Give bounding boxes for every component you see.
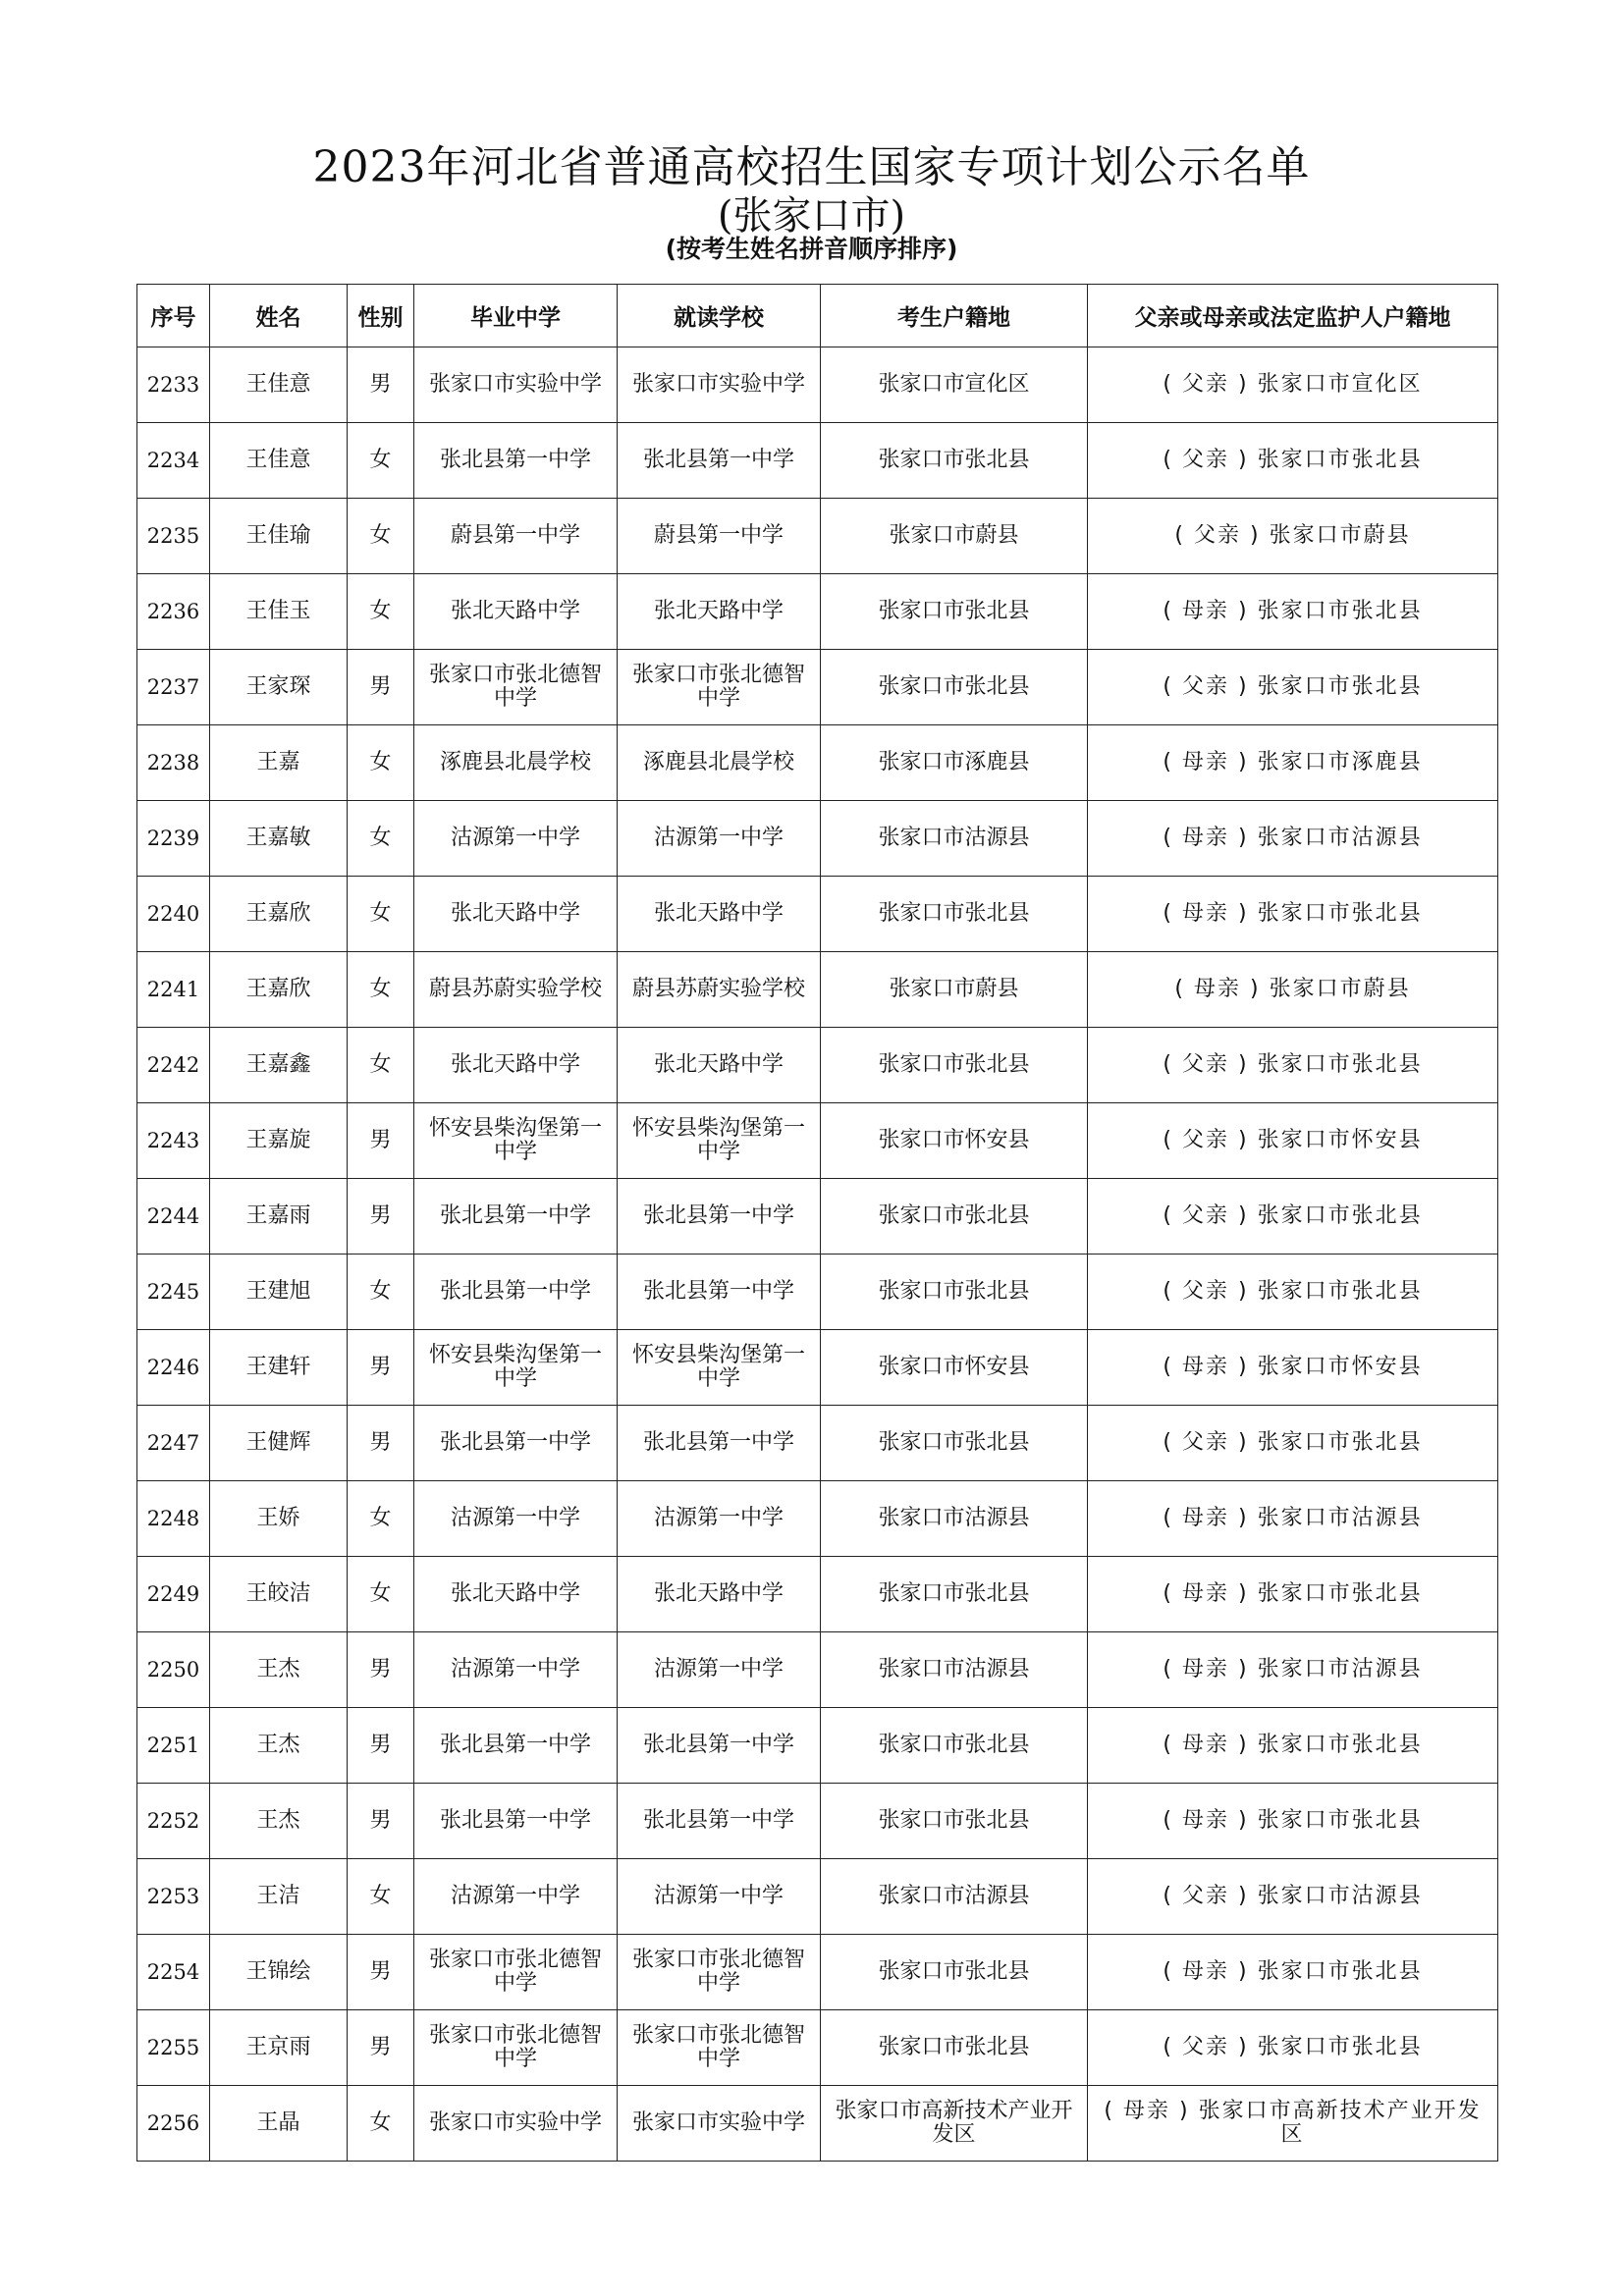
cell-guardian-hukou: ( 母亲 ) 张家口市怀安县 — [1088, 1330, 1498, 1406]
cell-name: 王嘉 — [210, 725, 348, 801]
cell-hukou: 张家口市张北县 — [821, 574, 1088, 650]
cell-name: 王京雨 — [210, 2010, 348, 2086]
cell-current-school: 张北县第一中学 — [618, 1784, 821, 1859]
cell-gender: 女 — [348, 725, 414, 801]
cell-name: 王佳玉 — [210, 574, 348, 650]
cell-seq: 2247 — [137, 1406, 210, 1481]
cell-current-school: 张家口市实验中学 — [618, 347, 821, 423]
cell-name: 王建轩 — [210, 1330, 348, 1406]
table-row — [137, 2086, 1498, 2162]
cell-name: 王嘉敏 — [210, 801, 348, 877]
cell-grad-school: 怀安县柴沟堡第一中学 — [414, 1103, 618, 1179]
col-header-current-school: 就读学校 — [618, 285, 821, 347]
cell-current-school: 张家口市张北德智中学 — [618, 650, 821, 725]
table-row — [137, 725, 1498, 801]
table-row — [137, 1708, 1498, 1784]
col-header-guardian-hukou: 父亲或母亲或法定监护人户籍地 — [1088, 285, 1498, 347]
cell-gender: 女 — [348, 499, 414, 574]
table-row — [137, 1481, 1498, 1557]
cell-hukou: 张家口市张北县 — [821, 1406, 1088, 1481]
cell-name: 王嘉雨 — [210, 1179, 348, 1255]
cell-grad-school: 沽源第一中学 — [414, 1481, 618, 1557]
cell-gender: 男 — [348, 1935, 414, 2010]
cell-grad-school: 张北县第一中学 — [414, 1784, 618, 1859]
cell-guardian-hukou: ( 父亲 ) 张家口市张北县 — [1088, 2010, 1498, 2086]
cell-gender: 女 — [348, 423, 414, 499]
cell-hukou: 张家口市怀安县 — [821, 1330, 1088, 1406]
cell-guardian-hukou: ( 母亲 ) 张家口市涿鹿县 — [1088, 725, 1498, 801]
cell-seq: 2244 — [137, 1179, 210, 1255]
cell-guardian-hukou: ( 母亲 ) 张家口市张北县 — [1088, 877, 1498, 952]
table-row — [137, 1557, 1498, 1632]
cell-current-school: 张北天路中学 — [618, 1557, 821, 1632]
col-header-seq: 序号 — [137, 285, 210, 347]
cell-grad-school: 沽源第一中学 — [414, 1632, 618, 1708]
cell-seq: 2239 — [137, 801, 210, 877]
cell-hukou: 张家口市怀安县 — [821, 1103, 1088, 1179]
cell-guardian-hukou: ( 母亲 ) 张家口市沽源县 — [1088, 1632, 1498, 1708]
table-row — [137, 1179, 1498, 1255]
cell-gender: 男 — [348, 1632, 414, 1708]
cell-seq: 2243 — [137, 1103, 210, 1179]
cell-hukou: 张家口市沽源县 — [821, 801, 1088, 877]
cell-hukou: 张家口市沽源县 — [821, 1481, 1088, 1557]
cell-hukou: 张家口市高新技术产业开发区 — [821, 2086, 1088, 2162]
cell-gender: 女 — [348, 1557, 414, 1632]
cell-gender: 男 — [348, 347, 414, 423]
cell-current-school: 张家口市实验中学 — [618, 2086, 821, 2162]
table-row — [137, 952, 1498, 1028]
cell-current-school: 怀安县柴沟堡第一中学 — [618, 1330, 821, 1406]
cell-grad-school: 张家口市张北德智中学 — [414, 2010, 618, 2086]
table-row — [137, 499, 1498, 574]
cell-name: 王锦绘 — [210, 1935, 348, 2010]
cell-grad-school: 张北天路中学 — [414, 877, 618, 952]
cell-hukou: 张家口市蔚县 — [821, 952, 1088, 1028]
cell-gender: 女 — [348, 2086, 414, 2162]
cell-seq: 2238 — [137, 725, 210, 801]
cell-grad-school: 张北县第一中学 — [414, 423, 618, 499]
cell-name: 王皎洁 — [210, 1557, 348, 1632]
cell-name: 王健辉 — [210, 1406, 348, 1481]
cell-current-school: 沽源第一中学 — [618, 801, 821, 877]
cell-guardian-hukou: ( 母亲 ) 张家口市张北县 — [1088, 1557, 1498, 1632]
cell-current-school: 张北县第一中学 — [618, 1255, 821, 1330]
cell-grad-school: 张北县第一中学 — [414, 1179, 618, 1255]
cell-name: 王佳意 — [210, 347, 348, 423]
cell-seq: 2252 — [137, 1784, 210, 1859]
cell-hukou: 张家口市张北县 — [821, 1557, 1088, 1632]
cell-current-school: 怀安县柴沟堡第一中学 — [618, 1103, 821, 1179]
cell-guardian-hukou: ( 父亲 ) 张家口市宣化区 — [1088, 347, 1498, 423]
cell-grad-school: 沽源第一中学 — [414, 1859, 618, 1935]
cell-current-school: 涿鹿县北晨学校 — [618, 725, 821, 801]
cell-guardian-hukou: ( 父亲 ) 张家口市蔚县 — [1088, 499, 1498, 574]
cell-current-school: 张北县第一中学 — [618, 1179, 821, 1255]
table-row — [137, 1255, 1498, 1330]
cell-grad-school: 蔚县第一中学 — [414, 499, 618, 574]
cell-hukou: 张家口市宣化区 — [821, 347, 1088, 423]
cell-gender: 女 — [348, 877, 414, 952]
cell-seq: 2236 — [137, 574, 210, 650]
cell-gender: 男 — [348, 1103, 414, 1179]
cell-guardian-hukou: ( 父亲 ) 张家口市张北县 — [1088, 1255, 1498, 1330]
cell-guardian-hukou: ( 母亲 ) 张家口市沽源县 — [1088, 1481, 1498, 1557]
cell-seq: 2241 — [137, 952, 210, 1028]
cell-seq: 2245 — [137, 1255, 210, 1330]
cell-hukou: 张家口市涿鹿县 — [821, 725, 1088, 801]
cell-name: 王晶 — [210, 2086, 348, 2162]
table-row — [137, 1103, 1498, 1179]
cell-hukou: 张家口市张北县 — [821, 1784, 1088, 1859]
cell-current-school: 张北天路中学 — [618, 1028, 821, 1103]
table-row — [137, 1028, 1498, 1103]
cell-name: 王佳意 — [210, 423, 348, 499]
cell-hukou: 张家口市张北县 — [821, 1028, 1088, 1103]
cell-grad-school: 张北天路中学 — [414, 1028, 618, 1103]
cell-gender: 女 — [348, 1028, 414, 1103]
page-title: 2023年河北省普通高校招生国家专项计划公示名单 — [312, 142, 1311, 192]
cell-guardian-hukou: ( 母亲 ) 张家口市张北县 — [1088, 1935, 1498, 2010]
cell-gender: 男 — [348, 650, 414, 725]
cell-guardian-hukou: ( 母亲 ) 张家口市张北县 — [1088, 574, 1498, 650]
cell-guardian-hukou: ( 母亲 ) 张家口市沽源县 — [1088, 801, 1498, 877]
cell-gender: 男 — [348, 1330, 414, 1406]
cell-guardian-hukou: ( 父亲 ) 张家口市怀安县 — [1088, 1103, 1498, 1179]
cell-hukou: 张家口市张北县 — [821, 1935, 1088, 2010]
cell-hukou: 张家口市张北县 — [821, 1708, 1088, 1784]
cell-gender: 男 — [348, 1784, 414, 1859]
cell-current-school: 张北县第一中学 — [618, 1406, 821, 1481]
col-header-grad-school: 毕业中学 — [414, 285, 618, 347]
col-header-name: 姓名 — [210, 285, 348, 347]
table-row — [137, 2010, 1498, 2086]
cell-name: 王娇 — [210, 1481, 348, 1557]
cell-gender: 女 — [348, 801, 414, 877]
table-row — [137, 574, 1498, 650]
cell-current-school: 沽源第一中学 — [618, 1632, 821, 1708]
cell-current-school: 张北天路中学 — [618, 877, 821, 952]
cell-seq: 2251 — [137, 1708, 210, 1784]
cell-name: 王嘉旋 — [210, 1103, 348, 1179]
table-row — [137, 1935, 1498, 2010]
cell-grad-school: 张北县第一中学 — [414, 1406, 618, 1481]
cell-grad-school: 张家口市实验中学 — [414, 347, 618, 423]
cell-grad-school: 张北天路中学 — [414, 1557, 618, 1632]
cell-grad-school: 张北县第一中学 — [414, 1255, 618, 1330]
cell-gender: 女 — [348, 1255, 414, 1330]
cell-hukou: 张家口市张北县 — [821, 423, 1088, 499]
cell-grad-school: 张家口市实验中学 — [414, 2086, 618, 2162]
cell-name: 王杰 — [210, 1784, 348, 1859]
cell-gender: 女 — [348, 574, 414, 650]
table-row — [137, 347, 1498, 423]
cell-guardian-hukou: ( 父亲 ) 张家口市张北县 — [1088, 423, 1498, 499]
cell-grad-school: 张北县第一中学 — [414, 1708, 618, 1784]
cell-grad-school: 沽源第一中学 — [414, 801, 618, 877]
cell-seq: 2248 — [137, 1481, 210, 1557]
cell-current-school: 沽源第一中学 — [618, 1859, 821, 1935]
col-header-gender: 性别 — [348, 285, 414, 347]
cell-gender: 男 — [348, 1708, 414, 1784]
cell-name: 王佳瑜 — [210, 499, 348, 574]
cell-name: 王杰 — [210, 1708, 348, 1784]
cell-seq: 2250 — [137, 1632, 210, 1708]
cell-seq: 2237 — [137, 650, 210, 725]
cell-hukou: 张家口市张北县 — [821, 650, 1088, 725]
cell-seq: 2254 — [137, 1935, 210, 2010]
table-row — [137, 1330, 1498, 1406]
cell-grad-school: 张北天路中学 — [414, 574, 618, 650]
sort-note: (按考生姓名拼音顺序排序) — [665, 235, 958, 263]
cell-name: 王建旭 — [210, 1255, 348, 1330]
cell-seq: 2240 — [137, 877, 210, 952]
table-row — [137, 423, 1498, 499]
cell-hukou: 张家口市蔚县 — [821, 499, 1088, 574]
header-row — [137, 285, 1498, 347]
table-row — [137, 877, 1498, 952]
table-row — [137, 1406, 1498, 1481]
cell-gender: 男 — [348, 1406, 414, 1481]
cell-hukou: 张家口市张北县 — [821, 2010, 1088, 2086]
cell-name: 王家琛 — [210, 650, 348, 725]
cell-guardian-hukou: ( 父亲 ) 张家口市张北县 — [1088, 650, 1498, 725]
cell-guardian-hukou: ( 父亲 ) 张家口市张北县 — [1088, 1028, 1498, 1103]
cell-gender: 男 — [348, 2010, 414, 2086]
cell-grad-school: 蔚县苏蔚实验学校 — [414, 952, 618, 1028]
cell-gender: 男 — [348, 1179, 414, 1255]
cell-seq: 2256 — [137, 2086, 210, 2162]
cell-seq: 2233 — [137, 347, 210, 423]
cell-name: 王嘉欣 — [210, 877, 348, 952]
cell-name: 王嘉欣 — [210, 952, 348, 1028]
cell-gender: 女 — [348, 952, 414, 1028]
cell-hukou: 张家口市张北县 — [821, 877, 1088, 952]
cell-current-school: 张北县第一中学 — [618, 423, 821, 499]
cell-guardian-hukou: ( 母亲 ) 张家口市高新技术产业开发区 — [1088, 2086, 1498, 2162]
cell-current-school: 蔚县第一中学 — [618, 499, 821, 574]
cell-current-school: 沽源第一中学 — [618, 1481, 821, 1557]
cell-guardian-hukou: ( 父亲 ) 张家口市张北县 — [1088, 1179, 1498, 1255]
roster-body — [137, 347, 1498, 2162]
cell-grad-school: 张家口市张北德智中学 — [414, 1935, 618, 2010]
cell-grad-school: 怀安县柴沟堡第一中学 — [414, 1330, 618, 1406]
cell-hukou: 张家口市沽源县 — [821, 1859, 1088, 1935]
table-row — [137, 650, 1498, 725]
cell-gender: 女 — [348, 1481, 414, 1557]
cell-seq: 2249 — [137, 1557, 210, 1632]
cell-seq: 2253 — [137, 1859, 210, 1935]
cell-seq: 2234 — [137, 423, 210, 499]
cell-current-school: 张北天路中学 — [618, 574, 821, 650]
col-header-hukou: 考生户籍地 — [821, 285, 1088, 347]
cell-guardian-hukou: ( 父亲 ) 张家口市张北县 — [1088, 1406, 1498, 1481]
cell-guardian-hukou: ( 母亲 ) 张家口市张北县 — [1088, 1708, 1498, 1784]
cell-hukou: 张家口市张北县 — [821, 1255, 1088, 1330]
cell-seq: 2246 — [137, 1330, 210, 1406]
table-row — [137, 1632, 1498, 1708]
cell-hukou: 张家口市张北县 — [821, 1179, 1088, 1255]
table-row — [137, 1784, 1498, 1859]
cell-guardian-hukou: ( 父亲 ) 张家口市沽源县 — [1088, 1859, 1498, 1935]
cell-name: 王杰 — [210, 1632, 348, 1708]
cell-grad-school: 涿鹿县北晨学校 — [414, 725, 618, 801]
cell-current-school: 张家口市张北德智中学 — [618, 2010, 821, 2086]
cell-current-school: 张北县第一中学 — [618, 1708, 821, 1784]
roster-table — [136, 284, 1498, 2162]
cell-gender: 女 — [348, 1859, 414, 1935]
table-row — [137, 801, 1498, 877]
cell-hukou: 张家口市沽源县 — [821, 1632, 1088, 1708]
page-subtitle: (张家口市) — [717, 193, 906, 239]
cell-guardian-hukou: ( 母亲 ) 张家口市张北县 — [1088, 1784, 1498, 1859]
cell-name: 王嘉鑫 — [210, 1028, 348, 1103]
cell-seq: 2255 — [137, 2010, 210, 2086]
cell-current-school: 蔚县苏蔚实验学校 — [618, 952, 821, 1028]
cell-current-school: 张家口市张北德智中学 — [618, 1935, 821, 2010]
cell-guardian-hukou: ( 母亲 ) 张家口市蔚县 — [1088, 952, 1498, 1028]
cell-seq: 2242 — [137, 1028, 210, 1103]
table-row — [137, 1859, 1498, 1935]
cell-grad-school: 张家口市张北德智中学 — [414, 650, 618, 725]
cell-name: 王洁 — [210, 1859, 348, 1935]
cell-seq: 2235 — [137, 499, 210, 574]
